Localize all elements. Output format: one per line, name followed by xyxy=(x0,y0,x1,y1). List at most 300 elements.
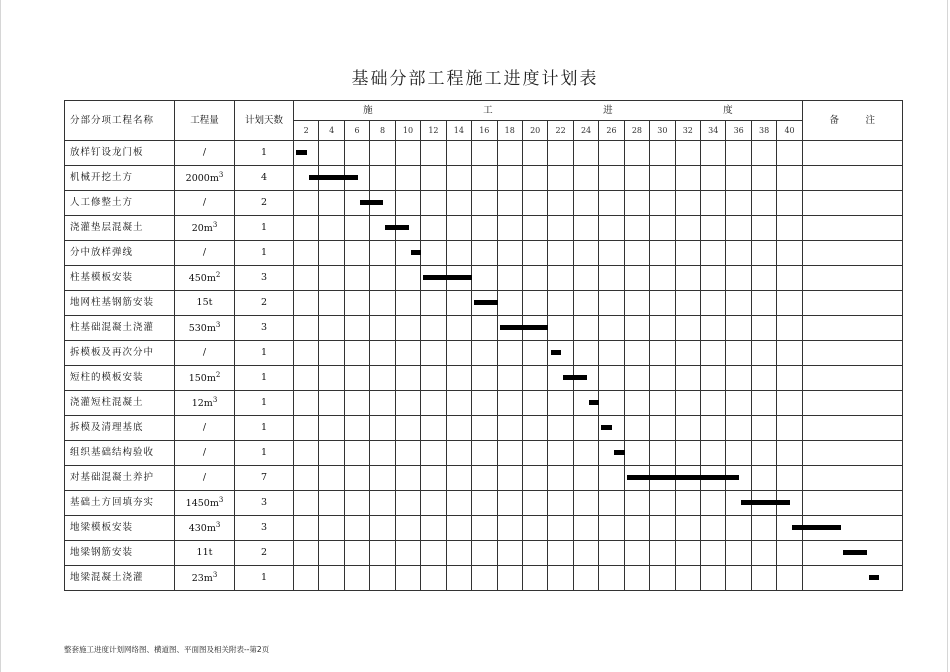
timeline-cell xyxy=(624,341,649,366)
timeline-cell xyxy=(650,166,675,191)
timeline-cell xyxy=(522,241,547,266)
timeline-cell xyxy=(370,466,395,491)
task-planned-days: 3 xyxy=(235,316,294,341)
timeline-cell xyxy=(395,291,420,316)
gantt-bar xyxy=(614,450,625,455)
timeline-cell xyxy=(446,166,471,191)
timeline-cell xyxy=(294,391,319,416)
timeline-cell xyxy=(294,316,319,341)
task-quantity-value: / xyxy=(202,247,207,259)
gantt-bar xyxy=(792,525,841,530)
timeline-cell xyxy=(624,191,649,216)
timeline-cell xyxy=(624,241,649,266)
timeline-cell xyxy=(319,316,344,341)
timeline-cell xyxy=(497,166,522,191)
timeline-cell xyxy=(421,366,446,391)
timeline-cell xyxy=(319,191,344,216)
timeline-cell xyxy=(370,516,395,541)
day-tick-label: 28 xyxy=(624,121,649,141)
gantt-bar xyxy=(627,475,740,480)
task-quantity xyxy=(175,366,235,391)
timeline-cell xyxy=(599,391,624,416)
task-remarks xyxy=(802,241,902,266)
timeline-cell xyxy=(573,341,598,366)
task-planned-days: 1 xyxy=(235,566,294,591)
timeline-cell xyxy=(650,266,675,291)
task-remarks xyxy=(802,391,902,416)
timeline-cell xyxy=(675,366,700,391)
task-quantity-exponent: 3 xyxy=(215,521,221,530)
timeline-cell xyxy=(675,216,700,241)
task-quantity-exponent: 3 xyxy=(212,396,218,405)
task-quantity-value: 530m xyxy=(188,323,216,335)
task-remarks xyxy=(802,291,902,316)
timeline-cell xyxy=(650,416,675,441)
task-quantity xyxy=(175,316,235,341)
timeline-cell xyxy=(319,516,344,541)
timeline-cell xyxy=(548,316,573,341)
task-name: 基础土方回填夯实 xyxy=(65,491,175,516)
timeline-cell xyxy=(573,141,598,166)
timeline-cell xyxy=(294,491,319,516)
timeline-cell xyxy=(344,366,369,391)
task-quantity-exponent: 3 xyxy=(218,496,224,505)
task-remarks xyxy=(802,491,902,516)
timeline-cell xyxy=(726,266,751,291)
timeline-cell xyxy=(370,266,395,291)
timeline-cell xyxy=(701,516,726,541)
day-tick-label: 26 xyxy=(599,121,624,141)
task-quantity-exponent: 3 xyxy=(212,571,218,580)
table-row xyxy=(65,241,903,266)
task-quantity-value: 11t xyxy=(196,547,213,559)
timeline-cell xyxy=(522,216,547,241)
timeline-cell xyxy=(446,541,471,566)
timeline-cell xyxy=(344,341,369,366)
timeline-cell xyxy=(395,366,420,391)
gantt-bar xyxy=(741,500,790,505)
timeline-cell xyxy=(726,516,751,541)
timeline-cell xyxy=(497,341,522,366)
timeline-cell xyxy=(522,566,547,591)
task-planned-days: 1 xyxy=(235,241,294,266)
timeline-cell xyxy=(421,316,446,341)
timeline-cell xyxy=(548,216,573,241)
timeline-cell xyxy=(344,541,369,566)
timeline-cell xyxy=(548,191,573,216)
header-remarks xyxy=(802,101,902,141)
timeline-cell xyxy=(497,266,522,291)
task-remarks xyxy=(802,191,902,216)
task-name: 地梁钢筋安装 xyxy=(65,541,175,566)
timeline-cell xyxy=(395,491,420,516)
timeline-cell xyxy=(319,291,344,316)
timeline-cell xyxy=(726,341,751,366)
timeline-cell xyxy=(573,216,598,241)
timeline-cell xyxy=(319,366,344,391)
timeline-cell xyxy=(294,416,319,441)
timeline-cell xyxy=(294,266,319,291)
timeline-cell xyxy=(344,266,369,291)
timeline-cell xyxy=(751,441,776,466)
task-quantity xyxy=(175,141,235,166)
task-planned-days: 1 xyxy=(235,216,294,241)
timeline-cell xyxy=(777,341,803,366)
timeline-cell xyxy=(294,441,319,466)
timeline-cell xyxy=(294,541,319,566)
day-tick-label: 30 xyxy=(650,121,675,141)
progress-header-char: 施 xyxy=(363,104,373,116)
timeline-cell xyxy=(701,366,726,391)
timeline-cell xyxy=(751,141,776,166)
timeline-cell xyxy=(777,166,803,191)
timeline-cell xyxy=(777,566,803,591)
timeline-cell xyxy=(446,141,471,166)
timeline-cell xyxy=(370,166,395,191)
task-quantity xyxy=(175,241,235,266)
timeline-cell xyxy=(446,366,471,391)
timeline-cell xyxy=(650,541,675,566)
timeline-cell xyxy=(497,491,522,516)
timeline-cell xyxy=(573,316,598,341)
task-quantity-value: / xyxy=(202,422,207,434)
timeline-cell xyxy=(548,266,573,291)
timeline-cell xyxy=(522,141,547,166)
timeline-cell xyxy=(522,341,547,366)
timeline-cell xyxy=(294,466,319,491)
task-quantity-exponent: 3 xyxy=(212,221,218,230)
task-quantity-exponent: 3 xyxy=(215,321,221,330)
task-name: 柱基础混凝土浇灌 xyxy=(65,316,175,341)
table-row xyxy=(65,366,903,391)
timeline-cell xyxy=(599,366,624,391)
timeline-cell xyxy=(395,391,420,416)
timeline-cell xyxy=(446,466,471,491)
day-tick-label: 2 xyxy=(294,121,319,141)
gantt-bar xyxy=(296,150,307,155)
timeline-cell xyxy=(294,141,319,166)
timeline-cell xyxy=(344,516,369,541)
task-quantity xyxy=(175,216,235,241)
timeline-cell xyxy=(522,291,547,316)
timeline-cell xyxy=(548,241,573,266)
timeline-cell xyxy=(548,291,573,316)
timeline-cell xyxy=(446,516,471,541)
gantt-bar xyxy=(589,400,600,405)
timeline-cell xyxy=(344,316,369,341)
timeline-cell xyxy=(522,191,547,216)
task-name: 地梁混凝土浇灌 xyxy=(65,566,175,591)
gantt-bar xyxy=(474,300,497,305)
timeline-cell xyxy=(522,166,547,191)
timeline-cell xyxy=(421,541,446,566)
timeline-cell xyxy=(370,541,395,566)
timeline-cell xyxy=(777,441,803,466)
timeline-cell xyxy=(497,391,522,416)
timeline-cell xyxy=(751,191,776,216)
timeline-cell xyxy=(395,441,420,466)
timeline-cell xyxy=(650,241,675,266)
gantt-bar xyxy=(360,200,383,205)
task-name: 浇灌短柱混凝土 xyxy=(65,391,175,416)
timeline-cell xyxy=(472,241,497,266)
timeline-cell xyxy=(294,241,319,266)
day-tick-label: 16 xyxy=(472,121,497,141)
timeline-cell xyxy=(624,391,649,416)
timeline-cell xyxy=(344,416,369,441)
task-remarks xyxy=(802,316,902,341)
timeline-cell xyxy=(701,491,726,516)
task-remarks xyxy=(802,141,902,166)
timeline-cell xyxy=(726,441,751,466)
timeline-cell xyxy=(522,466,547,491)
timeline-cell xyxy=(548,441,573,466)
timeline-cell xyxy=(777,466,803,491)
timeline-cell xyxy=(777,291,803,316)
gantt-bar xyxy=(411,250,422,255)
task-quantity-value: 15t xyxy=(196,297,213,309)
timeline-cell xyxy=(726,541,751,566)
table-row xyxy=(65,466,903,491)
timeline-cell xyxy=(599,341,624,366)
gantt-bar xyxy=(423,275,472,280)
timeline-cell xyxy=(472,541,497,566)
progress-header-char: 工 xyxy=(483,104,493,116)
task-planned-days: 3 xyxy=(235,516,294,541)
timeline-cell xyxy=(395,316,420,341)
timeline-cell xyxy=(650,216,675,241)
task-name: 对基础混凝土养护 xyxy=(65,466,175,491)
timeline-cell xyxy=(777,191,803,216)
timeline-cell xyxy=(446,566,471,591)
timeline-cell xyxy=(751,316,776,341)
timeline-cell xyxy=(624,141,649,166)
timeline-cell xyxy=(319,266,344,291)
timeline-cell xyxy=(573,191,598,216)
header-progress xyxy=(294,101,803,121)
timeline-cell xyxy=(446,191,471,216)
timeline-cell xyxy=(650,316,675,341)
timeline-cell xyxy=(675,491,700,516)
timeline-cell xyxy=(548,166,573,191)
table-row xyxy=(65,291,903,316)
timeline-cell xyxy=(573,416,598,441)
table-row xyxy=(65,141,903,166)
timeline-cell xyxy=(624,316,649,341)
timeline-cell xyxy=(650,441,675,466)
timeline-cell xyxy=(573,491,598,516)
page-title: 基础分部工程施工进度计划表 xyxy=(351,69,599,89)
timeline-cell xyxy=(344,491,369,516)
timeline-cell xyxy=(370,241,395,266)
task-quantity xyxy=(175,391,235,416)
timeline-cell xyxy=(624,441,649,466)
timeline-cell xyxy=(522,491,547,516)
timeline-cell xyxy=(370,291,395,316)
timeline-cell xyxy=(599,516,624,541)
timeline-cell xyxy=(446,441,471,466)
timeline-cell xyxy=(522,416,547,441)
timeline-cell xyxy=(573,291,598,316)
task-quantity-value: / xyxy=(202,447,207,459)
timeline-cell xyxy=(624,216,649,241)
timeline-cell xyxy=(701,441,726,466)
timeline-cell xyxy=(726,566,751,591)
task-name: 地梁模板安装 xyxy=(65,516,175,541)
timeline-cell xyxy=(319,566,344,591)
timeline-cell xyxy=(344,241,369,266)
timeline-cell xyxy=(395,566,420,591)
gantt-bar xyxy=(309,175,358,180)
task-name: 人工修整土方 xyxy=(65,191,175,216)
timeline-cell xyxy=(319,341,344,366)
timeline-cell xyxy=(472,566,497,591)
timeline-cell xyxy=(370,341,395,366)
task-remarks xyxy=(802,416,902,441)
day-tick-label: 24 xyxy=(573,121,598,141)
timeline-cell xyxy=(548,466,573,491)
task-name: 地网柱基钢筋安装 xyxy=(65,291,175,316)
timeline-cell xyxy=(472,191,497,216)
timeline-cell xyxy=(599,316,624,341)
timeline-cell xyxy=(599,291,624,316)
timeline-cell xyxy=(751,391,776,416)
timeline-cell xyxy=(675,516,700,541)
timeline-cell xyxy=(395,166,420,191)
timeline-cell xyxy=(344,441,369,466)
page-footer: 整套施工进度计划网络图、横道图、平面图及相关附表--第2页 xyxy=(64,645,270,654)
timeline-cell xyxy=(548,541,573,566)
timeline-cell xyxy=(675,416,700,441)
timeline-cell xyxy=(599,166,624,191)
progress-header-char: 度 xyxy=(723,104,733,116)
task-quantity-value: 450m xyxy=(188,273,216,285)
timeline-cell xyxy=(446,241,471,266)
timeline-cell xyxy=(370,441,395,466)
timeline-cell xyxy=(726,291,751,316)
task-planned-days: 1 xyxy=(235,366,294,391)
task-quantity-exponent: 2 xyxy=(215,271,221,280)
timeline-cell xyxy=(624,416,649,441)
timeline-cell xyxy=(294,341,319,366)
timeline-cell xyxy=(421,191,446,216)
timeline-cell xyxy=(675,316,700,341)
timeline-cell xyxy=(319,241,344,266)
task-quantity-exponent: 2 xyxy=(215,371,221,380)
timeline-cell xyxy=(701,541,726,566)
table-row xyxy=(65,341,903,366)
timeline-cell xyxy=(751,366,776,391)
timeline-cell xyxy=(370,141,395,166)
task-planned-days: 1 xyxy=(235,141,294,166)
timeline-cell xyxy=(522,516,547,541)
timeline-cell xyxy=(472,441,497,466)
timeline-cell xyxy=(701,216,726,241)
timeline-cell xyxy=(624,266,649,291)
timeline-cell xyxy=(395,416,420,441)
timeline-cell xyxy=(548,566,573,591)
task-planned-days: 3 xyxy=(235,266,294,291)
timeline-cell xyxy=(472,141,497,166)
timeline-cell xyxy=(294,191,319,216)
timeline-cell xyxy=(624,291,649,316)
task-quantity xyxy=(175,416,235,441)
timeline-cell xyxy=(421,341,446,366)
timeline-cell xyxy=(548,491,573,516)
timeline-cell xyxy=(751,466,776,491)
timeline-cell xyxy=(370,366,395,391)
timeline-cell xyxy=(497,541,522,566)
timeline-cell xyxy=(294,166,319,191)
gantt-bar xyxy=(869,575,880,580)
timeline-cell xyxy=(472,516,497,541)
task-quantity-value: / xyxy=(202,472,207,484)
timeline-cell xyxy=(497,516,522,541)
timeline-cell xyxy=(472,466,497,491)
timeline-cell xyxy=(624,541,649,566)
task-planned-days: 2 xyxy=(235,541,294,566)
timeline-cell xyxy=(751,166,776,191)
timeline-cell xyxy=(421,391,446,416)
task-remarks xyxy=(802,441,902,466)
timeline-cell xyxy=(573,516,598,541)
task-quantity-value: 12m xyxy=(191,398,213,410)
timeline-cell xyxy=(421,166,446,191)
task-quantity-value: 2000m xyxy=(185,173,219,185)
timeline-cell xyxy=(650,191,675,216)
timeline-cell xyxy=(777,366,803,391)
gantt-bar xyxy=(500,325,549,330)
timeline-cell xyxy=(701,291,726,316)
timeline-cell xyxy=(522,366,547,391)
task-quantity xyxy=(175,566,235,591)
timeline-cell xyxy=(573,566,598,591)
timeline-cell xyxy=(777,216,803,241)
timeline-cell xyxy=(421,516,446,541)
timeline-cell xyxy=(751,291,776,316)
timeline-cell xyxy=(319,216,344,241)
day-tick-label: 34 xyxy=(701,121,726,141)
timeline-cell xyxy=(395,466,420,491)
timeline-cell xyxy=(344,466,369,491)
remarks-header-char: 注 xyxy=(865,114,876,126)
remarks-header-char: 备 xyxy=(829,114,840,126)
timeline-cell xyxy=(599,141,624,166)
timeline-cell xyxy=(650,491,675,516)
timeline-cell xyxy=(497,366,522,391)
timeline-cell xyxy=(497,291,522,316)
day-tick-label: 22 xyxy=(548,121,573,141)
task-remarks xyxy=(802,341,902,366)
timeline-cell xyxy=(650,391,675,416)
timeline-cell xyxy=(370,566,395,591)
timeline-cell xyxy=(751,266,776,291)
timeline-cell xyxy=(319,541,344,566)
timeline-cell xyxy=(319,416,344,441)
timeline-cell xyxy=(294,291,319,316)
timeline-cell xyxy=(472,391,497,416)
day-tick-label: 8 xyxy=(370,121,395,141)
timeline-cell xyxy=(624,491,649,516)
day-tick-label: 18 xyxy=(497,121,522,141)
table-row xyxy=(65,316,903,341)
timeline-cell xyxy=(421,141,446,166)
timeline-cell xyxy=(344,391,369,416)
timeline-cell xyxy=(472,316,497,341)
timeline-cell xyxy=(599,566,624,591)
timeline-cell xyxy=(497,191,522,216)
timeline-cell xyxy=(370,316,395,341)
